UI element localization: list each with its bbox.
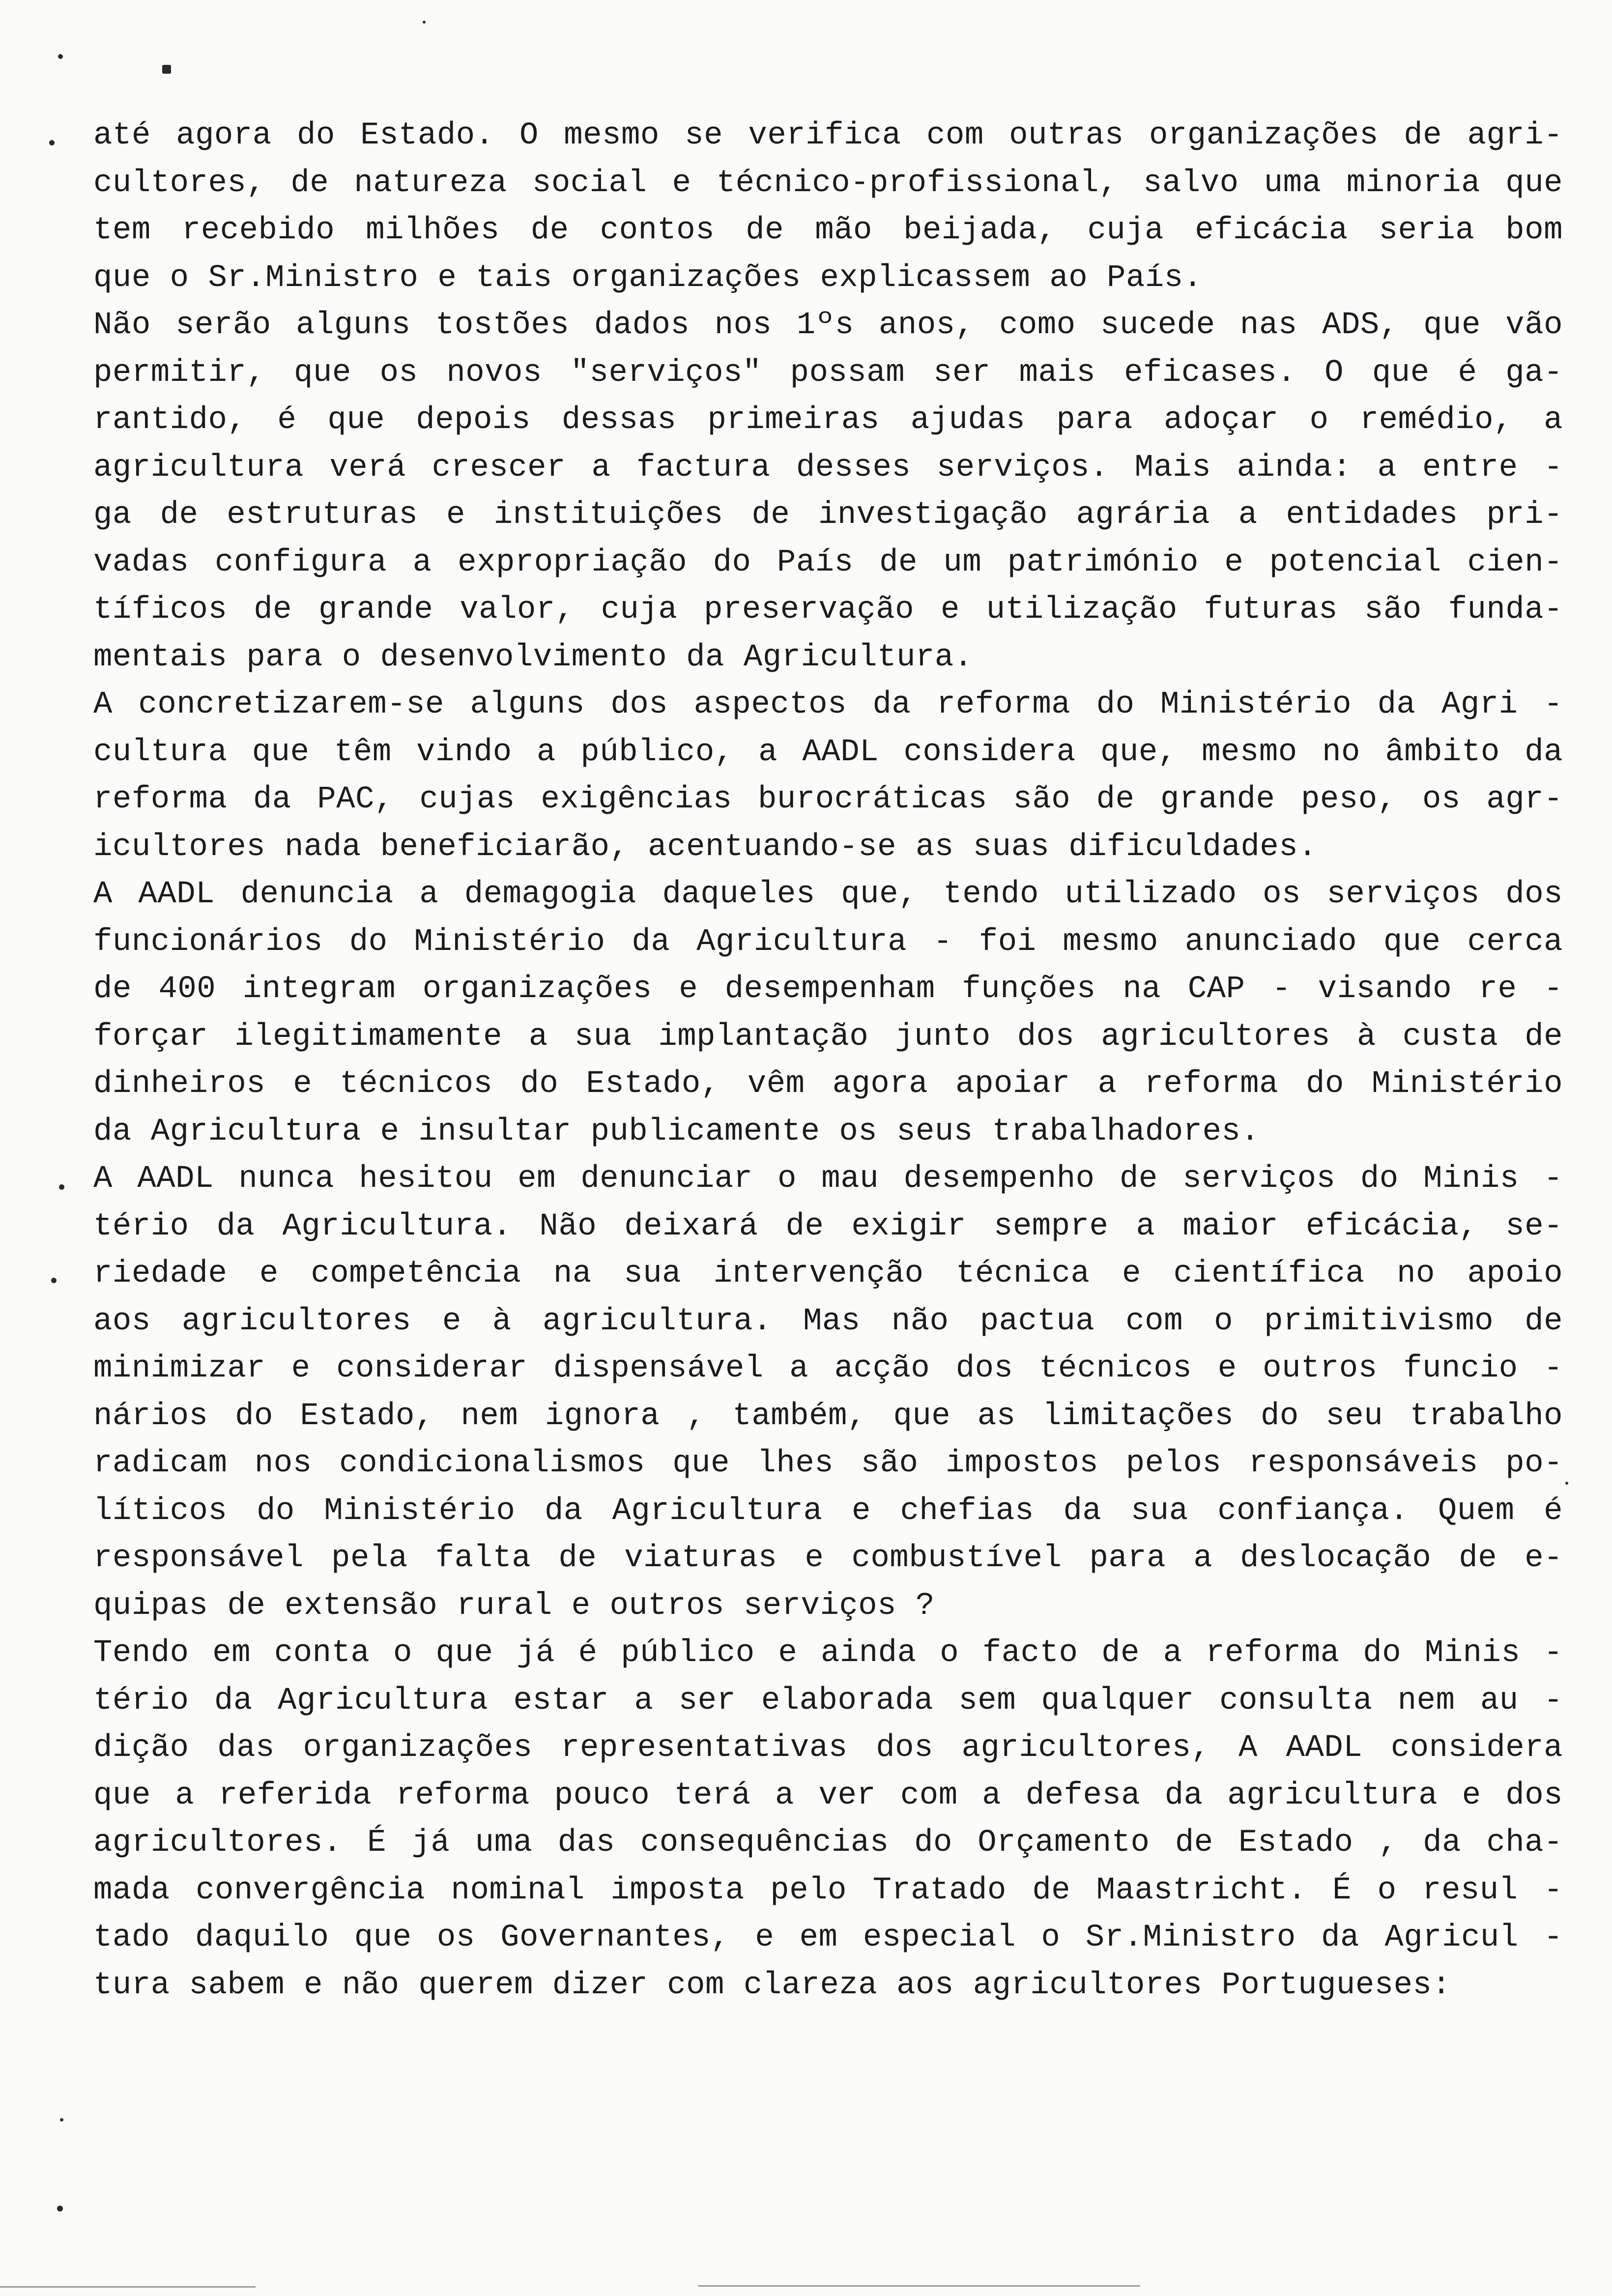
text-line: cultores, de natureza social e técnico-profissional, salvo uma minoria que	[93, 165, 1563, 201]
scan-speck	[1565, 1482, 1568, 1485]
text-line: nários do Estado, nem ignora , também, que as limitações do seu trabalho	[93, 1398, 1563, 1434]
text-line: A AADL nunca hesitou em denunciar o mau desempenho de serviços do Minis -	[93, 1161, 1563, 1197]
text-line: de 400 integram organizações e desempenham funções na CAP - visando re -	[93, 972, 1563, 1007]
scan-speck	[58, 54, 63, 59]
text-line: icultores nada beneficiarão, acentuando-se as suas dificuldades.	[93, 829, 1317, 865]
text-line: líticos do Ministério da Agricultura e chefias da sua confiança. Quem é	[93, 1493, 1563, 1529]
text-line: agricultores. É já uma das consequências do Orçamento de Estado , da cha-	[93, 1825, 1563, 1861]
scan-speck	[57, 2206, 63, 2211]
text-line: tério da Agricultura. Não deixará de exigir sempre a maior eficácia, se-	[93, 1208, 1563, 1244]
text-line: riedade e competência na sua intervenção técnica e científica no apoio	[93, 1256, 1563, 1292]
text-line: radicam nos condicionalismos que lhes são impostos pelos responsáveis po-	[93, 1446, 1563, 1481]
scan-speck	[59, 1184, 64, 1190]
text-line: Não serão alguns tostões dados nos 1ºs anos, como sucede nas ADS, que vão	[93, 308, 1563, 343]
text-line: funcionários do Ministério da Agricultura - foi mesmo anunciado que cerca	[93, 924, 1563, 960]
text-line: cultura que têm vindo a público, a AADL considera que, mesmo no âmbito da	[93, 734, 1563, 770]
text-line: tério da Agricultura estar a ser elaborada sem qualquer consulta nem au -	[93, 1683, 1563, 1719]
scan-speck	[60, 2118, 63, 2122]
text-line: tura sabem e não querem dizer com clareza aos agricultores Portugueses:	[93, 1967, 1451, 2003]
text-line: tem recebido milhões de contos de mão beijada, cuja eficácia seria bom	[93, 213, 1563, 248]
text-line: forçar ilegitimamente a sua implantação junto dos agricultores à custa de	[93, 1019, 1563, 1055]
scan-edge-line	[0, 2286, 256, 2288]
scan-speck	[51, 1278, 57, 1283]
text-line: vadas configura a expropriação do País de um património e potencial cien-	[93, 545, 1563, 580]
text-line: agricultura verá crescer a factura desses serviços. Mais ainda: a entre -	[93, 450, 1563, 486]
document-body	[93, 112, 1563, 2009]
text-line: reforma da PAC, cujas exigências burocráticas são de grande peso, os agr-	[93, 782, 1563, 817]
text-line: que o Sr.Ministro e tais organizações explicassem ao País.	[93, 260, 1203, 296]
scan-speck	[423, 21, 426, 24]
text-line: A concretizarem-se alguns dos aspectos da reforma do Ministério da Agri -	[93, 687, 1563, 722]
scan-edge-line	[698, 2285, 1140, 2287]
text-line: minimizar e considerar dispensável a acção dos técnicos e outros funcio -	[93, 1351, 1563, 1386]
text-line: Tendo em conta o que já é público e ainda o facto de a reforma do Minis -	[93, 1636, 1563, 1671]
text-line: mentais para o desenvolvimento da Agricultura.	[93, 639, 973, 675]
text-line: quipas de extensão rural e outros serviços ?	[93, 1588, 935, 1624]
text-line: permitir, que os novos "serviços" possam ser mais eficases. O que é ga-	[93, 355, 1563, 391]
text-line: até agora do Estado. O mesmo se verifica com outras organizações de agri-	[93, 118, 1563, 153]
text-line: ga de estruturas e instituições de investigação agrária a entidades pri-	[93, 497, 1563, 533]
text-line: rantido, é que depois dessas primeiras ajudas para adoçar o remédio, a	[93, 402, 1563, 438]
text-line: dinheiros e técnicos do Estado, vêm agora apoiar a reforma do Ministério	[93, 1066, 1563, 1102]
text-line: tado daquilo que os Governantes, e em especial o Sr.Ministro da Agricul -	[93, 1920, 1563, 1955]
text-line: aos agricultores e à agricultura. Mas não pactua com o primitivismo de	[93, 1303, 1563, 1339]
text-line: da Agricultura e insultar publicamente os seus trabalhadores.	[93, 1114, 1260, 1149]
text-line: que a referida reforma pouco terá a ver com a defesa da agricultura e dos	[93, 1778, 1563, 1813]
scan-speck	[49, 140, 55, 145]
text-line: responsável pela falta de viaturas e combustível para a deslocação de e-	[93, 1541, 1563, 1576]
scan-speck	[162, 65, 171, 74]
text-line: mada convergência nominal imposta pelo Tratado de Maastricht. É o resul -	[93, 1872, 1563, 1908]
text-line: dição das organizações representativas dos agricultores, A AADL considera	[93, 1730, 1563, 1766]
text-line: tíficos de grande valor, cuja preservação e utilização futuras são funda-	[93, 592, 1563, 628]
text-line: A AADL denuncia a demagogia daqueles que, tendo utilizado os serviços dos	[93, 877, 1563, 912]
